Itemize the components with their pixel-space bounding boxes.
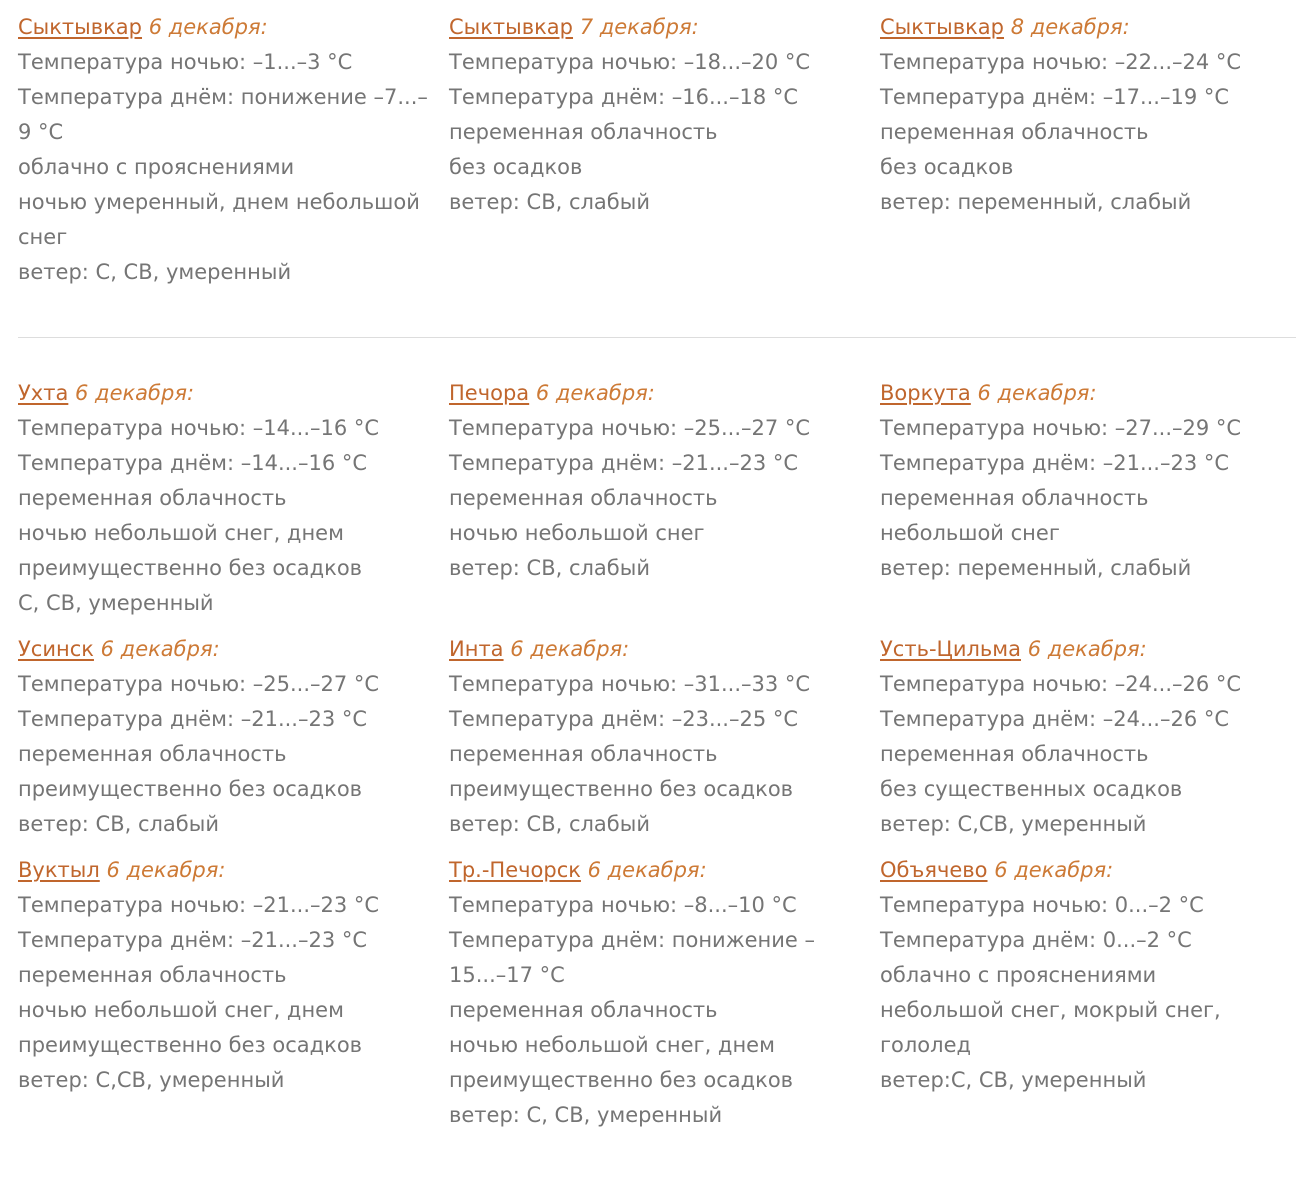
forecast-line: Температура днём: –17...–19 °C [880,85,1230,109]
forecast-rows [18,10,1296,1144]
forecast-line: Температура днём: –24...–26 °C [880,707,1230,731]
forecast-line: небольшой снег [880,521,1060,545]
city-link[interactable]: Объячево [880,858,988,882]
forecast-line: переменная облачность [449,742,718,766]
forecast-line: Температура ночью: –24...–26 °C [880,672,1242,696]
city-link[interactable]: Усть-Цильма [880,637,1021,661]
forecast-line: Температура днём: понижение –15...–17 °C [449,928,816,987]
forecast-line: ветер: С,СВ, умеренный [880,812,1147,836]
forecast-block [880,10,1296,220]
date-label: 6 декабря: [994,858,1114,882]
forecast-line: Температура ночью: –22...–24 °C [880,50,1242,74]
date-label: 6 декабря: [1027,637,1147,661]
city-link[interactable]: Воркута [880,381,971,405]
forecast-lines [449,893,815,1127]
forecast-block [449,10,865,220]
forecast-line: Температура днём: –21...–23 °C [18,707,368,731]
forecast-line: ветер:С, СВ, умеренный [880,1068,1147,1092]
forecast-line: переменная облачность [880,120,1149,144]
forecast-line: ночью умеренный, днем небольшой снег [18,190,420,249]
forecast-line: Температура днём: –14...–16 °C [18,451,368,475]
forecast-line: ветер: С, СВ, умеренный [449,1103,723,1127]
forecast-lines [880,50,1241,214]
forecast-line: ночью небольшой снег [449,521,705,545]
city-link[interactable]: Ухта [18,381,69,405]
date-label: 6 декабря: [106,858,226,882]
forecast-lines [880,672,1241,836]
date-label: 8 декабря: [1010,15,1130,39]
forecast-block [880,853,1296,1098]
city-link[interactable]: Тр.-Печорск [449,858,581,882]
forecast-line: Температура днём: понижение –7...–9 °C [18,85,428,144]
forecast-line: небольшой снег, мокрый снег, гололед [880,998,1221,1057]
forecast-lines [880,416,1241,580]
forecast-block [18,632,434,842]
forecast-line: Температура днём: 0...–2 °C [880,928,1192,952]
city-link[interactable]: Сыктывкар [449,15,574,39]
forecast-block [449,853,865,1133]
forecast-block [449,632,865,842]
date-label: 6 декабря: [75,381,195,405]
forecast-line: переменная облачность [880,742,1149,766]
forecast-lines [449,50,810,214]
date-label: 6 декабря: [977,381,1097,405]
forecast-line: Температура днём: –21...–23 °C [880,451,1230,475]
forecast-row [18,853,1296,1144]
forecast-lines [18,672,379,836]
date-label: 6 декабря: [148,15,268,39]
forecast-line: ветер: переменный, слабый [880,190,1192,214]
forecast-line: Температура ночью: –31...–33 °C [449,672,811,696]
city-link[interactable]: Вуктыл [18,858,100,882]
forecast-line: Температура ночью: –14...–16 °C [18,416,380,440]
date-label: 6 декабря: [587,858,707,882]
forecast-line: переменная облачность [449,486,718,510]
date-label: 7 декабря: [579,15,699,39]
forecast-line: ночью небольшой снег, днем преимущественно без осадков [18,521,363,580]
forecast-lines [18,416,379,615]
forecast-block [880,376,1296,586]
forecast-line: Температура ночью: –18...–20 °C [449,50,811,74]
date-label: 6 декабря: [535,381,655,405]
forecast-line: Температура ночью: –8...–10 °C [449,893,797,917]
forecast-line: переменная облачность [449,120,718,144]
forecast-line: Температура ночью: –27...–29 °C [880,416,1242,440]
forecast-line: переменная облачность [449,998,718,1022]
city-link[interactable]: Печора [449,381,530,405]
forecast-line: Температура днём: –21...–23 °C [18,928,368,952]
forecast-block [449,376,865,586]
forecast-line: ночью небольшой снег, днем преимущественно без осадков [449,1033,794,1092]
forecast-lines [18,893,379,1092]
forecast-row [18,376,1296,632]
forecast-line: С, СВ, умеренный [18,591,214,615]
forecast-line: ветер: СВ, слабый [449,812,650,836]
forecast-line: облачно с прояснениями [880,963,1157,987]
forecast-line: ветер: С,СВ, умеренный [18,1068,285,1092]
forecast-row [18,10,1296,301]
forecast-row [18,632,1296,853]
forecast-line: переменная облачность [18,742,287,766]
forecast-block [18,376,434,621]
forecast-line: переменная облачность [18,963,287,987]
city-link[interactable]: Усинск [18,637,94,661]
forecast-lines [449,672,810,836]
forecast-line: Температура ночью: –25...–27 °C [449,416,811,440]
forecast-line: без существенных осадков [880,777,1183,801]
forecast-block [880,632,1296,842]
forecast-line: ветер: СВ, слабый [449,556,650,580]
forecast-line: преимущественно без осадков [18,777,363,801]
forecast-line: Температура ночью: 0...–2 °C [880,893,1204,917]
forecast-line: Температура днём: –16...–18 °C [449,85,799,109]
date-label: 6 декабря: [100,637,220,661]
date-label: 6 декабря: [510,637,630,661]
forecast-lines [449,416,810,580]
forecast-line: Температура днём: –23...–25 °C [449,707,799,731]
forecast-line: ветер: СВ, слабый [18,812,219,836]
forecast-line: без осадков [880,155,1014,179]
forecast-line: переменная облачность [18,486,287,510]
forecast-line: Температура ночью: –21...–23 °C [18,893,380,917]
forecast-block [18,10,434,290]
forecast-line: переменная облачность [880,486,1149,510]
forecast-line: облачно с прояснениями [18,155,295,179]
city-link[interactable]: Сыктывкар [880,15,1005,39]
forecast-line: Температура ночью: –1...–3 °C [18,50,353,74]
forecast-line: ветер: СВ, слабый [449,190,650,214]
forecast-line: Температура ночью: –25...–27 °C [18,672,380,696]
city-link[interactable]: Инта [449,637,504,661]
forecast-line: ветер: С, СВ, умеренный [18,260,292,284]
city-link[interactable]: Сыктывкар [18,15,143,39]
section-divider [18,337,1296,338]
forecast-lines [18,50,428,284]
forecast-line: ночью небольшой снег, днем преимущественно без осадков [18,998,363,1057]
forecast-line: Температура днём: –21...–23 °C [449,451,799,475]
forecast-block [18,853,434,1098]
forecast-line: без осадков [449,155,583,179]
forecast-line: ветер: переменный, слабый [880,556,1192,580]
forecast-line: преимущественно без осадков [449,777,794,801]
forecast-lines [880,893,1221,1092]
